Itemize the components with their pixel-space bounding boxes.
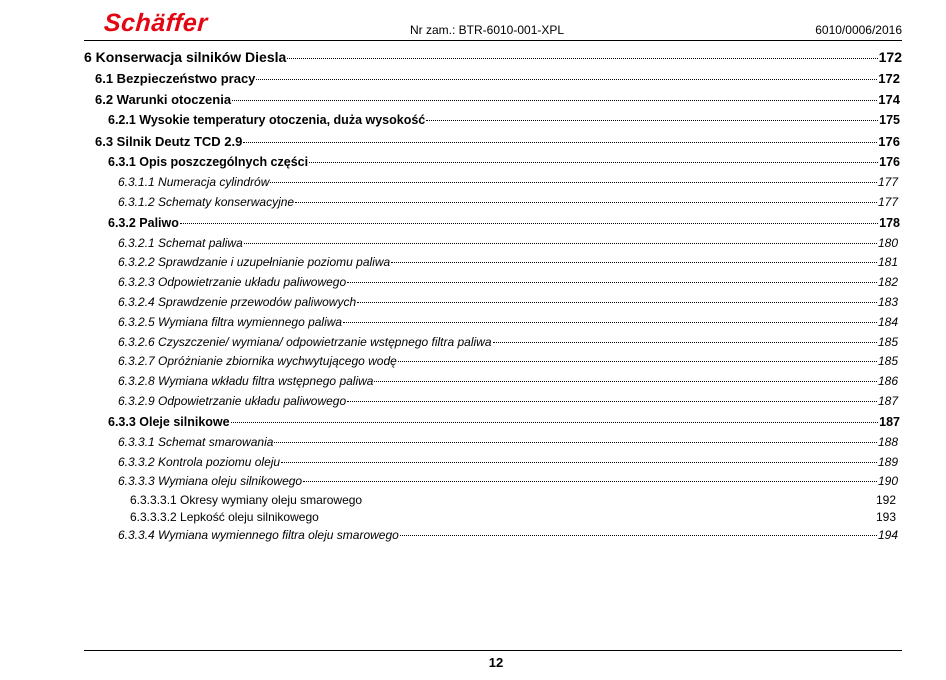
header-divider [84, 40, 902, 41]
toc-entry[interactable] [84, 131, 902, 152]
toc-entry[interactable] [84, 152, 902, 173]
toc-entry[interactable] [84, 392, 902, 412]
toc-entry-page: 185 [877, 354, 898, 369]
toc-entry-page: 177 [877, 175, 898, 189]
toc-entry-title: 6.3.3.3 Wymiana oleju silnikowego [118, 474, 303, 489]
toc-entry[interactable] [84, 433, 902, 453]
toc-entry-leader [400, 535, 877, 536]
toc-entry-leader [493, 342, 877, 343]
toc-entry-title: 6.3.2.7 Opróżnianie zbiornika wychwytującego wodę [118, 354, 397, 369]
toc-entry[interactable] [84, 213, 902, 234]
toc-entry-leader [287, 58, 877, 59]
toc-entry-leader [343, 322, 877, 323]
toc-entry-page: 178 [879, 215, 900, 230]
toc-entry-title: 6.3 Silnik Deutz TCD 2.9 [95, 134, 243, 149]
toc-entry-page: 193 [875, 510, 896, 525]
toc-entry-title: 6.3.2.4 Sprawdzenie przewodów paliwowych [118, 294, 357, 309]
toc-entry-leader [231, 422, 879, 423]
toc-entry-page: 187 [879, 414, 900, 429]
toc-entry-leader [232, 100, 877, 101]
toc-entry-title: 6.3.2.5 Wymiana filtra wymiennego paliwa [118, 314, 343, 329]
toc-entry-title: 6.3.2.2 Sprawdzanie i uzupełnianie poziomu paliwa [118, 255, 391, 270]
toc-entry-leader [274, 442, 877, 443]
toc-entry[interactable] [84, 110, 902, 131]
toc-entry-title: 6.2 Warunki otoczenia [95, 92, 232, 107]
toc-entry-page: 187 [877, 393, 898, 408]
toc-entry-page: 172 [878, 71, 900, 86]
toc-entry-page: 182 [877, 275, 898, 290]
toc-entry-leader [391, 262, 877, 263]
toc-entry-page: 176 [878, 134, 900, 149]
toc-entry-page: 192 [875, 493, 896, 508]
toc-entry-title: 6.3.3.2 Kontrola poziomu oleju [118, 454, 281, 469]
footer-divider [84, 650, 902, 651]
toc-entry-title: 6.3.3.3.2 Lepkość oleju silnikowego [130, 510, 319, 525]
order-number: Nr zam.: BTR-6010-001-XPL [410, 23, 565, 37]
schaffer-logo: Schäffer [103, 9, 209, 37]
page-header [84, 0, 902, 40]
toc-entry[interactable] [84, 173, 902, 193]
toc-entry-title: 6.3.1.1 Numeracja cylindrów [118, 175, 270, 189]
toc-entry[interactable] [84, 472, 902, 492]
toc-entry[interactable] [84, 68, 902, 89]
toc-entry-leader [243, 142, 877, 143]
toc-entry-leader [426, 120, 878, 121]
toc-entry[interactable] [84, 193, 902, 213]
toc-entry[interactable] [84, 234, 902, 254]
toc-entry-leader [270, 182, 877, 183]
toc-entry[interactable] [84, 89, 902, 110]
toc-entry-leader [256, 79, 877, 80]
toc-entry[interactable] [84, 313, 902, 333]
toc-entry-page: 180 [877, 235, 898, 250]
toc-entry-title: 6.3.2 Paliwo [108, 215, 179, 230]
toc-entry-title: 6.3.3.4 Wymiana wymiennego filtra oleju smarowego [118, 528, 399, 543]
toc-entry-title: 6.3.2.1 Schemat paliwa [118, 235, 243, 250]
toc-entry-title: 6.3.3.1 Schemat smarowania [118, 434, 274, 449]
toc-entry[interactable] [84, 526, 902, 546]
toc-entry-page: 174 [878, 92, 900, 107]
toc-entry-title: 6.3.2.6 Czyszczenie/ wymiana/ odpowietrzanie wstępnego filtra paliwa [118, 334, 492, 349]
toc-entry-title: 6.3.2.3 Odpowietrzanie układu paliwowego [118, 275, 347, 290]
toc-entry-page: 188 [877, 434, 898, 449]
toc-entry-title: 6.3.1 Opis poszczególnych części [108, 155, 309, 169]
toc-entry-page: 185 [877, 334, 898, 349]
toc-entry-page: 184 [877, 314, 898, 329]
toc-entry-leader [281, 462, 877, 463]
toc-entry-page: 194 [877, 528, 898, 543]
toc-entry-title: 6.3.1.2 Schematy konserwacyjne [118, 194, 295, 209]
toc-entry-page: 172 [878, 49, 902, 65]
toc-entry-leader [357, 302, 877, 303]
toc-entry[interactable] [84, 372, 902, 392]
toc-entry-title: 6.3.3 Oleje silnikowe [108, 414, 230, 429]
toc-entry[interactable] [84, 412, 902, 433]
toc-entry[interactable] [84, 352, 902, 372]
toc-entry[interactable] [84, 333, 902, 353]
toc-entry-title: 6 Konserwacja silników Diesla [84, 49, 287, 65]
toc-entry-leader [303, 481, 877, 482]
page-number: 12 [488, 655, 504, 670]
toc-entry-page: 189 [877, 454, 898, 469]
toc-entry-leader [347, 282, 877, 283]
toc-entry-page: 181 [877, 255, 898, 270]
toc-entry-leader [347, 401, 877, 402]
toc-entry[interactable] [84, 253, 902, 273]
document-number: 6010/0006/2016 [815, 23, 902, 37]
toc-entry-leader [295, 202, 877, 203]
toc-entry[interactable] [84, 453, 902, 473]
toc-entry[interactable] [84, 46, 902, 68]
toc-entry[interactable] [84, 509, 902, 526]
toc-entry-leader [398, 361, 877, 362]
toc-entry-title: 6.1 Bezpieczeństwo pracy [95, 71, 256, 86]
toc-entry-page: 183 [877, 294, 898, 309]
toc-entry-title: 6.3.2.8 Wymiana wkładu filtra wstępnego paliwa [118, 374, 374, 389]
toc-entry-page: 186 [877, 374, 898, 389]
toc-entry-title: 6.3.3.3.1 Okresy wymiany oleju smarowego [130, 493, 363, 508]
toc-entry[interactable] [84, 293, 902, 313]
toc-entry-page: 176 [879, 155, 900, 169]
toc-entry-page: 177 [877, 194, 898, 209]
toc-entry-leader [374, 381, 877, 382]
table-of-contents [84, 46, 902, 546]
toc-entry-title: 6.2.1 Wysokie temperatury otoczenia, duża wysokość [108, 113, 426, 127]
toc-entry-title: 6.3.2.9 Odpowietrzanie układu paliwowego [118, 393, 347, 408]
toc-entry-leader [244, 243, 877, 244]
toc-entry-leader [309, 162, 878, 163]
toc-entry-page: 175 [879, 113, 900, 127]
toc-entry-leader [180, 223, 878, 224]
toc-entry[interactable] [84, 492, 902, 509]
toc-entry-page: 190 [877, 474, 898, 489]
toc-entry[interactable] [84, 273, 902, 293]
